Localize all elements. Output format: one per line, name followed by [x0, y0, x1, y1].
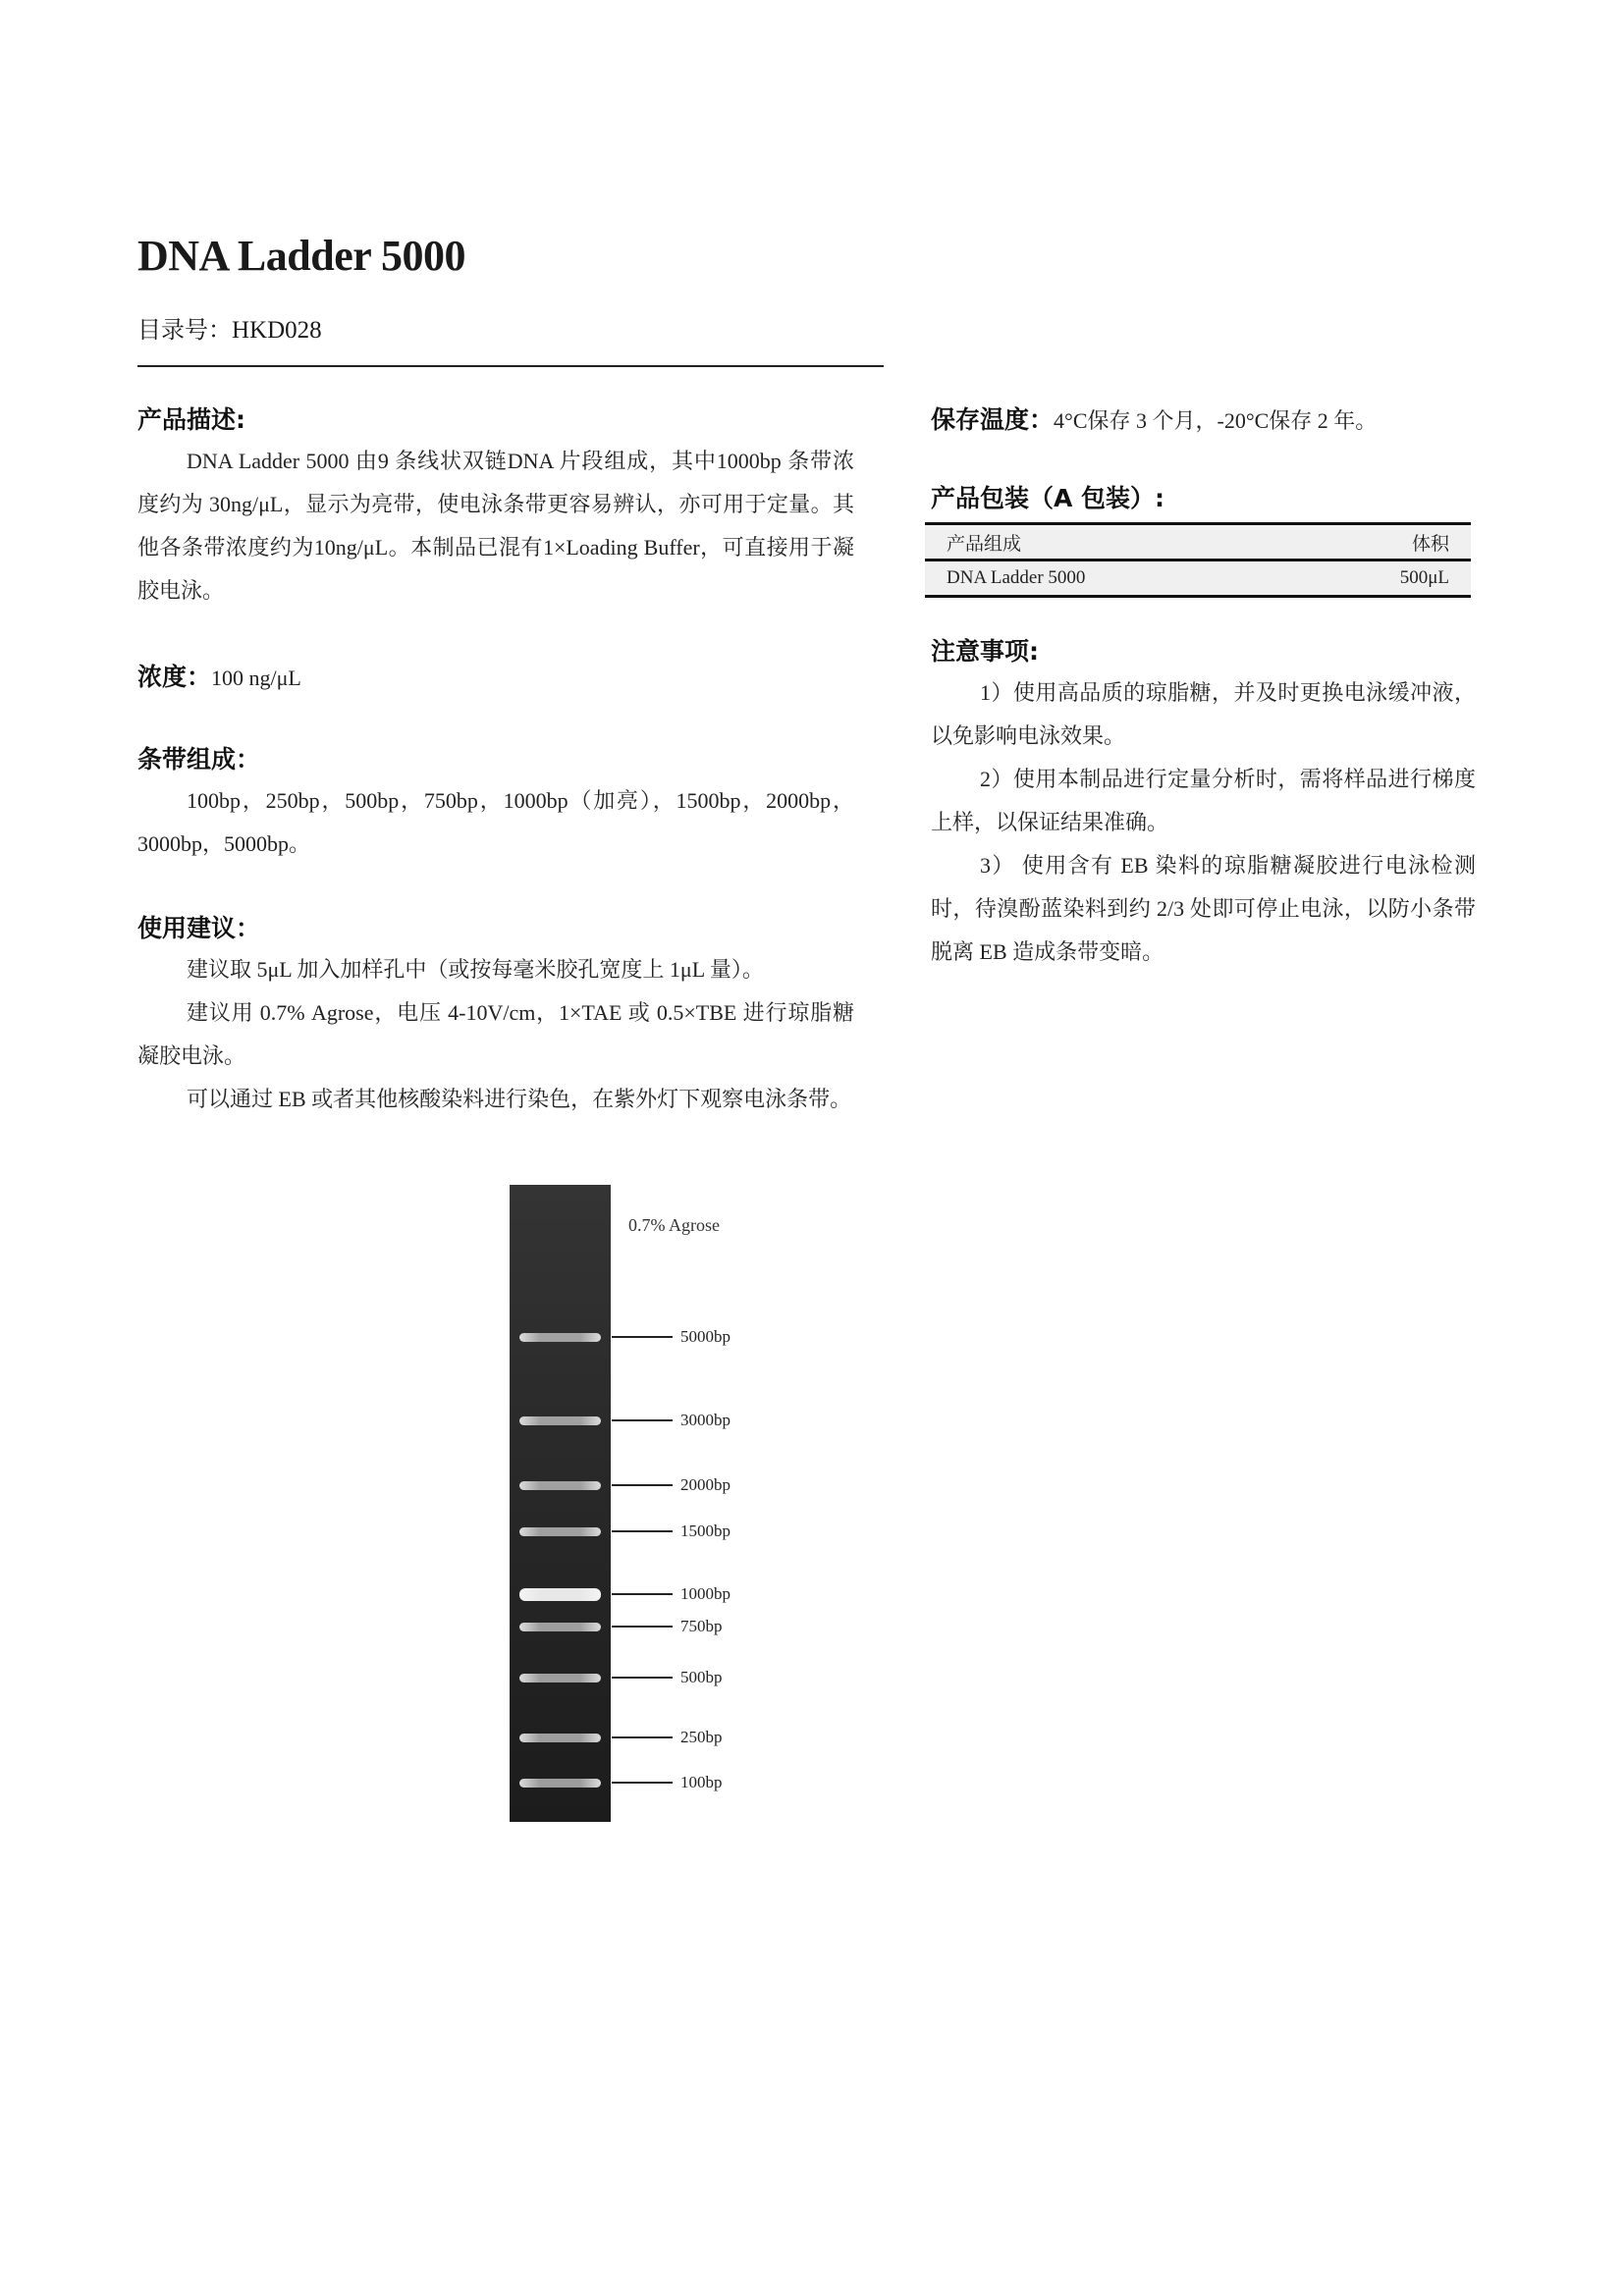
band-label: 1500bp	[680, 1522, 731, 1540]
band-label: 3000bp	[680, 1411, 731, 1429]
gel-band	[519, 1416, 601, 1425]
page-title: DNA Ladder 5000	[137, 232, 465, 280]
gel-band	[519, 1734, 601, 1742]
bands-section	[137, 742, 854, 866]
note-item: 1）使用高品质的琼脂糖，并及时更换电泳缓冲液，以免影响电泳效果。	[931, 680, 1476, 748]
table-row	[925, 561, 1471, 597]
catalog-number	[137, 312, 322, 348]
band-label: 100bp	[680, 1773, 723, 1791]
usage-heading: 使用建议：	[137, 914, 261, 942]
storage-value: 4°C保存 3 个月，-20°C保存 2 年。	[1054, 408, 1378, 433]
gel-band	[519, 1481, 601, 1490]
band-label: 500bp	[680, 1668, 723, 1686]
gel-band	[519, 1527, 601, 1536]
cell-volume: 500μL	[1287, 561, 1471, 597]
band-label: 5000bp	[680, 1327, 731, 1346]
description-heading: 产品描述:	[137, 405, 245, 434]
band-marker-line	[612, 1782, 673, 1784]
gel-band	[519, 1588, 601, 1601]
band-marker-line	[612, 1593, 673, 1595]
band-label: 2000bp	[680, 1475, 731, 1494]
description-section	[137, 402, 854, 613]
packaging-heading: 产品包装（A 包装）:	[931, 484, 1165, 512]
gel-band	[519, 1333, 601, 1342]
usage-paragraph: 建议用 0.7% Agrose，电压 4-10V/cm，1×TAE 或 0.5×TBE 进行琼脂糖凝胶电泳。	[137, 1000, 854, 1068]
column-header-component: 产品组成	[925, 524, 1287, 561]
band-label: 750bp	[680, 1617, 723, 1635]
storage-section	[931, 402, 1476, 438]
description-text: DNA Ladder 5000 由9 条线状双链DNA 片段组成，其中1000bp 条带浓度约为 30ng/μL，显示为亮带，使电泳条带更容易辨认，亦可用于定量。其他各条带浓度约为10ng/μL。本制品已混有1×Loading Buffer，可直接用于凝胶电泳。	[137, 449, 854, 603]
cell-component: DNA Ladder 5000	[925, 561, 1287, 597]
band-marker-line	[612, 1484, 673, 1486]
bands-heading: 条带组成：	[137, 745, 261, 774]
note-item: 2）使用本制品进行定量分析时，需将样品进行梯度上样，以保证结果准确。	[931, 767, 1476, 834]
band-marker-line	[612, 1419, 673, 1421]
table-header-row	[925, 524, 1471, 561]
packaging-section	[931, 481, 1476, 516]
band-label: 250bp	[680, 1728, 723, 1746]
packaging-table	[925, 522, 1471, 598]
concentration-section	[137, 660, 854, 695]
usage-section	[137, 911, 854, 1121]
storage-heading: 保存温度：	[931, 405, 1055, 434]
band-marker-line	[612, 1626, 673, 1628]
band-marker-line	[612, 1530, 673, 1532]
usage-paragraph: 可以通过 EB 或者其他核酸染料进行染色，在紫外灯下观察电泳条带。	[187, 1087, 852, 1111]
band-marker-line	[612, 1677, 673, 1679]
gel-band	[519, 1779, 601, 1788]
header-divider	[137, 365, 884, 367]
band-label: 1000bp	[680, 1584, 731, 1603]
note-item: 3） 使用含有 EB 染料的琼脂糖凝胶进行电泳检测时，待溴酚蓝染料到约 2/3 处即可停止电泳，以防小条带脱离 EB 造成条带变暗。	[931, 853, 1476, 964]
catalog-value: HKD028	[232, 317, 322, 344]
gel-band	[519, 1674, 601, 1682]
notes-section	[931, 634, 1476, 974]
usage-paragraph: 建议取 5μL 加入加样孔中（或按每毫米胶孔宽度上 1μL 量）。	[187, 957, 764, 982]
band-marker-line	[612, 1736, 673, 1738]
band-marker-line	[612, 1336, 673, 1338]
gel-band	[519, 1623, 601, 1631]
column-header-volume: 体积	[1287, 524, 1471, 561]
gel-title: 0.7% Agrose	[628, 1215, 720, 1235]
notes-heading: 注意事项:	[931, 637, 1039, 666]
bands-text: 100bp，250bp，500bp，750bp，1000bp（加亮），1500bp，2000bp，3000bp，5000bp。	[137, 788, 854, 856]
gel-image	[510, 1185, 611, 1822]
concentration-heading: 浓度：	[137, 663, 212, 691]
concentration-value: 100 ng/μL	[211, 666, 301, 690]
catalog-label: 目录号：	[137, 316, 232, 344]
